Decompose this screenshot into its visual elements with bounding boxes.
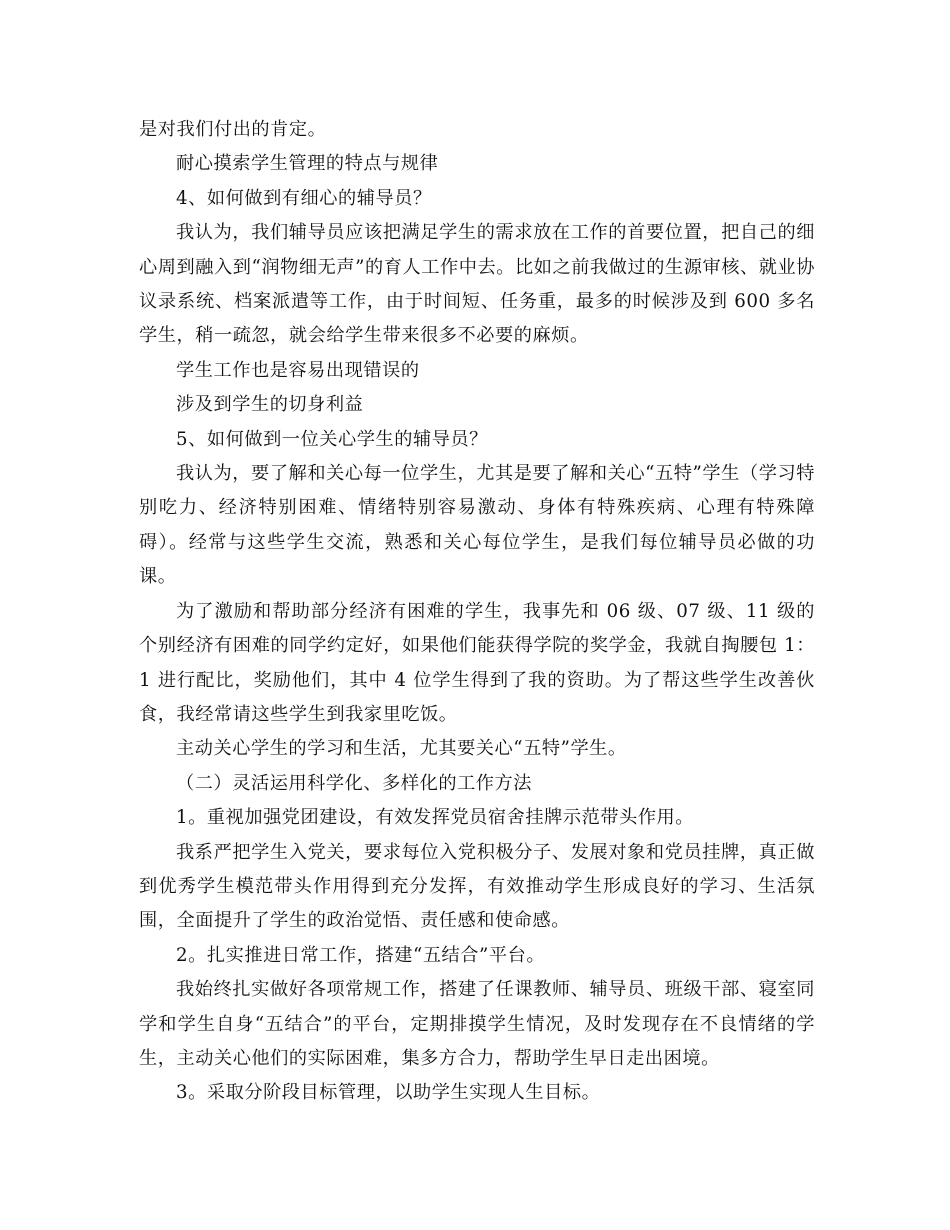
paragraph-caring-counselor: 我认为，要了解和关心每一位学生，尤其是要了解和关心“五特”学生（学习特别吃力、经济特别困难、情绪特别容易激动、身体有特殊疾病、心理有特殊障碍）。经常与这些学生交流，熟悉和关心每位学生，是我们每位辅导员必做的功课。 — [139, 463, 815, 588]
paragraph-continuation: 是对我们付出的肯定。 — [139, 119, 327, 140]
section-subheading: 耐心摸索学生管理的特点与规律 — [176, 153, 439, 175]
document-body — [139, 113, 815, 1111]
method-heading-1: 1。重视加强党团建设，有效发挥党员宿舍挂牌示范带头作用。 — [176, 807, 695, 829]
paragraph-attentive-counselor: 我认为，我们辅导员应该把满足学生的需求放在工作的首要位置，把自己的细心周到融入到“润物细无声”的育人工作中去。比如之前我做过的生源审核、就业协议录系统、档案派遣等工作，由于时间短、任务重，最多的时候涉及到 600 多名学生，稍一疏忽，就会给学生带来很多不必要的麻烦。 — [139, 222, 815, 347]
method-heading-2: 2。扎实推进日常工作，搭建“五结合”平台。 — [176, 944, 546, 966]
method-heading-3: 3。采取分阶段目标管理，以助学生实现人生目标。 — [176, 1082, 601, 1104]
question-heading-4: 4、如何做到有细心的辅导员？ — [176, 187, 432, 209]
summary-line-care: 主动关心学生的学习和生活，尤其要关心“五特”学生。 — [176, 738, 627, 760]
note-line-errors: 学生工作也是容易出现错误的 — [176, 359, 420, 381]
paragraph-party-building: 我系严把学生入党关，要求每位入党积极分子、发展对象和党员挂牌，真正做到优秀学生模范带头作用得到充分发挥，有效推动学生形成良好的学习、生活氛围，全面提升了学生的政治觉悟、责任感和使命感。 — [139, 841, 815, 932]
paragraph-five-combination: 我始终扎实做好各项常规工作，搭建了任课教师、辅导员、班级干部、寝室同学和学生自身“五结合”的平台，定期排摸学生情况，及时发现存在不良情绪的学生，主动关心他们的实际困难，集多方合力，帮助学生早日走出困境。 — [139, 979, 815, 1069]
paragraph-financial-aid: 为了激励和帮助部分经济有困难的学生，我事先和 06 级、07 级、11 级的个别经济有困难的同学约定好，如果他们能获得学院的奖学金，我就自掏腰包 1：1 进行配比，奖励他们，其中 4 位学生得到了我的资助。为了帮这些学生改善伙食，我经常请这些学生到我家里吃饭。 — [139, 600, 815, 725]
section-heading-2: （二）灵活运用科学化、多样化的工作方法 — [176, 772, 533, 794]
note-line-interests: 涉及到学生的切身利益 — [176, 394, 364, 416]
question-heading-5: 5、如何做到一位关心学生的辅导员？ — [176, 428, 488, 450]
